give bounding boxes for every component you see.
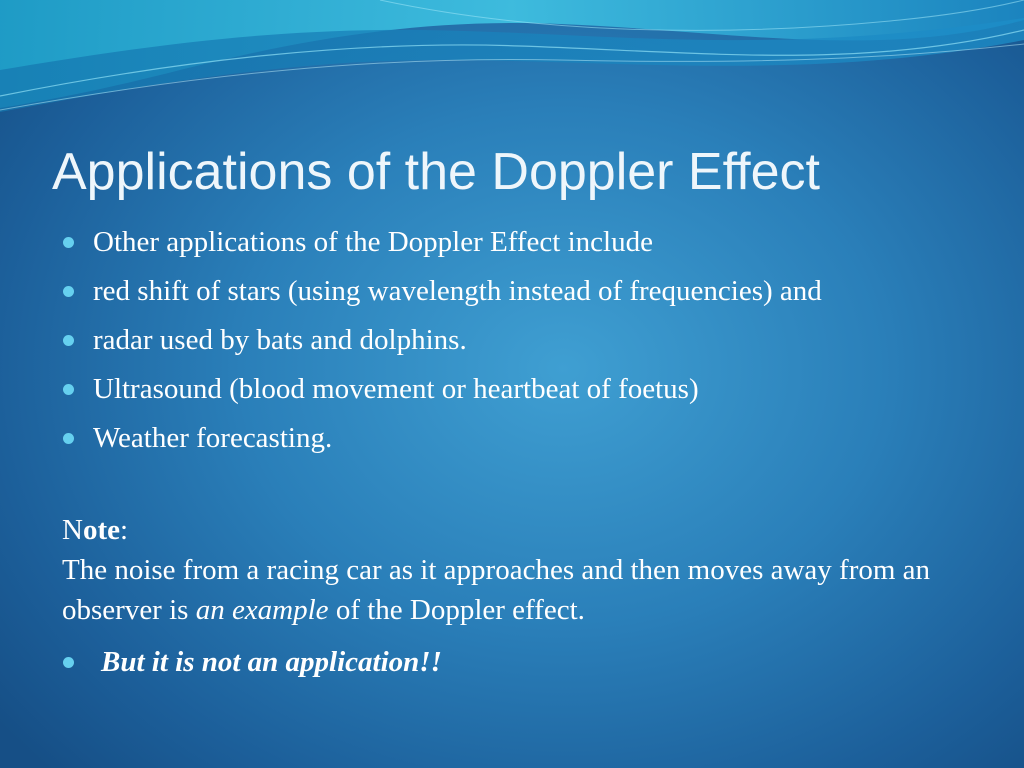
final-bullet-text: But it is not an application!! [101, 646, 442, 678]
bullet-text: radar used by bats and dolphins. [93, 324, 467, 356]
note-label-initial: N [62, 514, 83, 546]
list-item [62, 320, 962, 360]
final-bullet [62, 642, 962, 682]
list-item [62, 271, 962, 311]
note-heading [62, 510, 962, 550]
note-block [62, 510, 962, 630]
list-item [62, 222, 962, 262]
bullet-text: Ultrasound (blood movement or heartbeat of foetus) [93, 373, 699, 405]
note-text [62, 550, 962, 630]
bullet-icon [63, 237, 74, 248]
note-label-rest: ote [82, 514, 120, 546]
bullet-icon [63, 384, 74, 395]
note-text-end: of the Doppler effect. [328, 594, 585, 626]
bullet-icon [63, 657, 74, 668]
decorative-wave-banner [0, 0, 1024, 130]
list-item [62, 418, 962, 458]
bullet-list [62, 222, 962, 467]
bullet-icon [63, 286, 74, 297]
note-text-start: The noise from a racing car as it approaches and then moves away from an observer is [62, 554, 931, 626]
slide-title: Applications of the Doppler Effect [52, 143, 820, 201]
note-text-italic: an example [195, 594, 329, 626]
bullet-text: red shift of stars (using wavelength instead of frequencies) and [93, 275, 822, 307]
bullet-text: Weather forecasting. [93, 422, 333, 454]
bullet-text: Other applications of the Doppler Effect include [93, 226, 653, 258]
bullet-icon [63, 433, 74, 444]
list-item [62, 369, 962, 409]
note-colon: : [119, 514, 129, 546]
bullet-icon [63, 335, 74, 346]
